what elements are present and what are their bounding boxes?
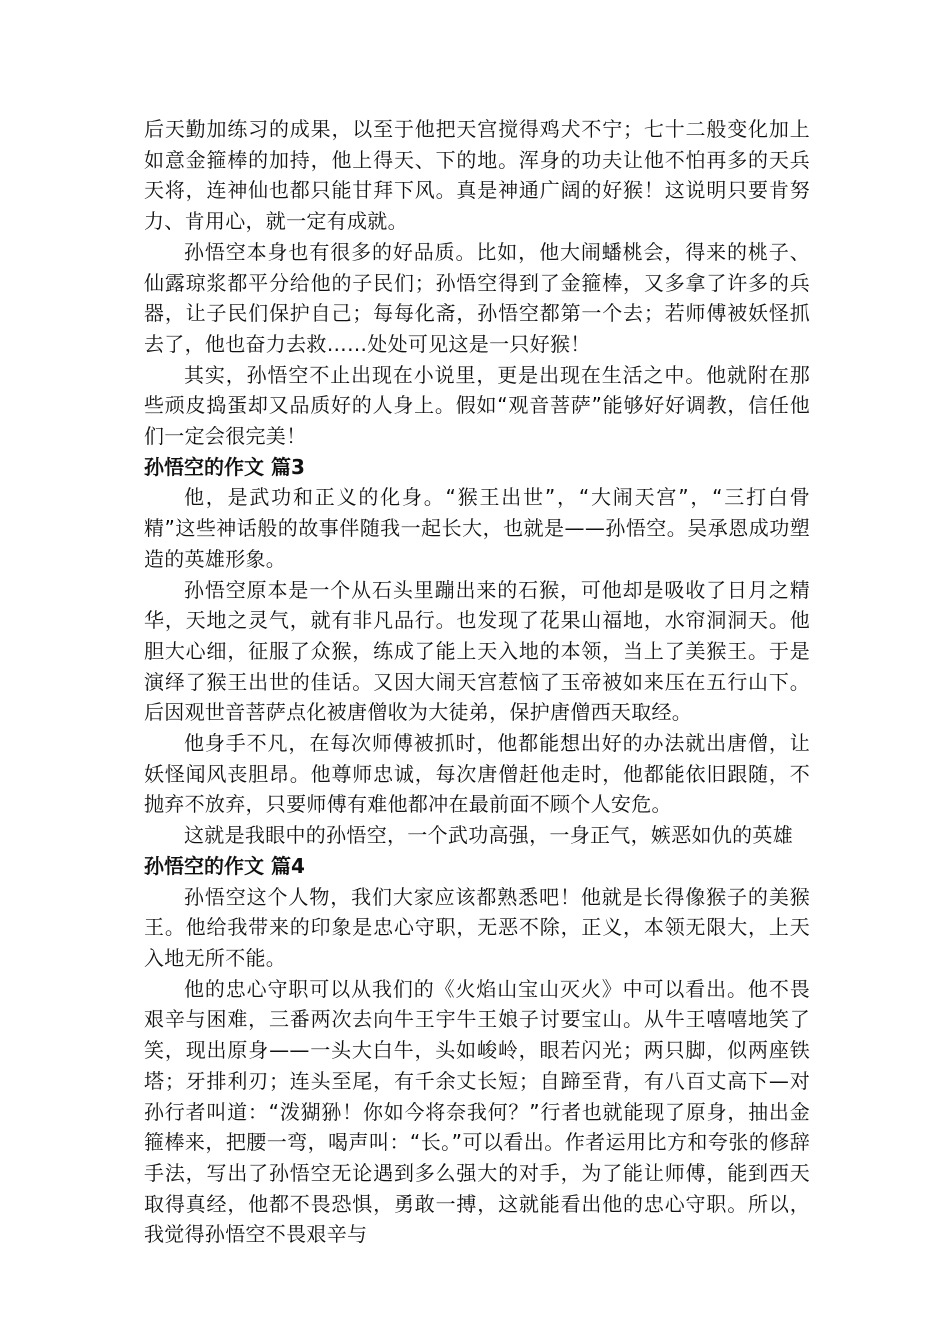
- section-heading-3: 孙悟空的作文 篇3: [144, 454, 305, 479]
- paragraph-character-intro: 孙悟空这个人物，我们大家应该都熟悉吧！他就是长得像猴子的美猴王。他给我带来的印象是忠心守职，无恶不除，正义，本领无限大，上天入地无所不能。: [144, 884, 810, 970]
- paragraph-in-life: 其实，孙悟空不止出现在小说里，更是出现在生活之中。他就附在那些顽皮捣蛋却又品质好的人身上。假如“观音菩萨”能够好好调教，信任他们一定会很完美！: [144, 362, 810, 449]
- paragraph-continued: 后天勤加练习的成果，以至于他把天宫搅得鸡犬不宁；七十二般变化加上如意金箍棒的加持，他上得天、下的地。浑身的功夫让他不怕再多的天兵天将，连神仙也都只能甘拜下风。真是神通广阔的好猴！这说明只要肯努力、肯用心，就一定有成就。: [144, 117, 810, 234]
- section-heading-4: 孙悟空的作文 篇4: [144, 853, 305, 878]
- paragraph-hero-intro: 他，是武功和正义的化身。“猴王出世”，“大闹天宫”，“三打白骨精”这些神话般的故事伴随我一起长大，也就是——孙悟空。吴承恩成功塑造的英雄形象。: [144, 485, 810, 571]
- paragraph-flaming-mountain: 他的忠心守职可以从我们的《火焰山宝山灭火》中可以看出。他不畏艰辛与困难，三番两次去向牛王宇牛王娘子讨要宝山。从牛王嘻嘻地笑了笑，现出原身——一头大白牛，头如峻岭，眼若闪光；两只脚，似两座铁塔；牙排利刃；连头至尾，有千余丈长短；自蹄至背，有八百丈高下—对孙行者叫道：“泼猢狲！你如今将奈我何？”行者也就能现了原身，抽出金箍棒来，把腰一弯，喝声叫：“长。”可以看出。作者运用比方和夸张的修辞手法，写出了孙悟空无论遇到多么强大的对手，为了能让师傅，能到西天取得真经，他都不畏恐惧，勇敢一搏，这就能看出他的忠心守职。所以，我觉得孙悟空不畏艰辛与: [144, 976, 810, 1247]
- paragraph-good-qualities: 孙悟空本身也有很多的好品质。比如，他大闹蟠桃会，得来的桃子、仙露琼浆都平分给他的子民们；孙悟空得到了金箍棒，又多拿了许多的兵器，让子民们保护自己；每每化斋，孙悟空都第一个去；若师傅被妖怪抓去了，他也奋力去救……处处可见这是一只好猴！: [144, 239, 810, 356]
- paragraph-conclusion-3: 这就是我眼中的孙悟空，一个武功高强，一身正气，嫉恶如仇的英雄: [184, 823, 793, 848]
- paragraph-skills: 他身手不凡，在每次师傅被抓时，他都能想出好的办法就出唐僧，让妖怪闻风丧胆昂。他尊师忠诚，每次唐僧赶他走时，他都能依旧跟随，不抛弃不放弃，只要师傅有难他都冲在最前面不顾个人安危。: [144, 731, 810, 817]
- document-page: [144, 114, 810, 1250]
- paragraph-stone-monkey: 孙悟空原本是一个从石头里蹦出来的石猴，可他却是吸收了日月之精华，天地之灵气，就有非凡品行。也发现了花果山福地，水帘洞洞天。他胆大心细，征服了众猴，练成了能上天入地的本领，当上了美猴王。于是演绎了猴王出世的佳话。又因大闹天宫惹恼了玉帝被如来压在五行山下。后因观世音菩萨点化被唐僧收为大徒弟，保护唐僧西天取经。: [144, 577, 810, 725]
